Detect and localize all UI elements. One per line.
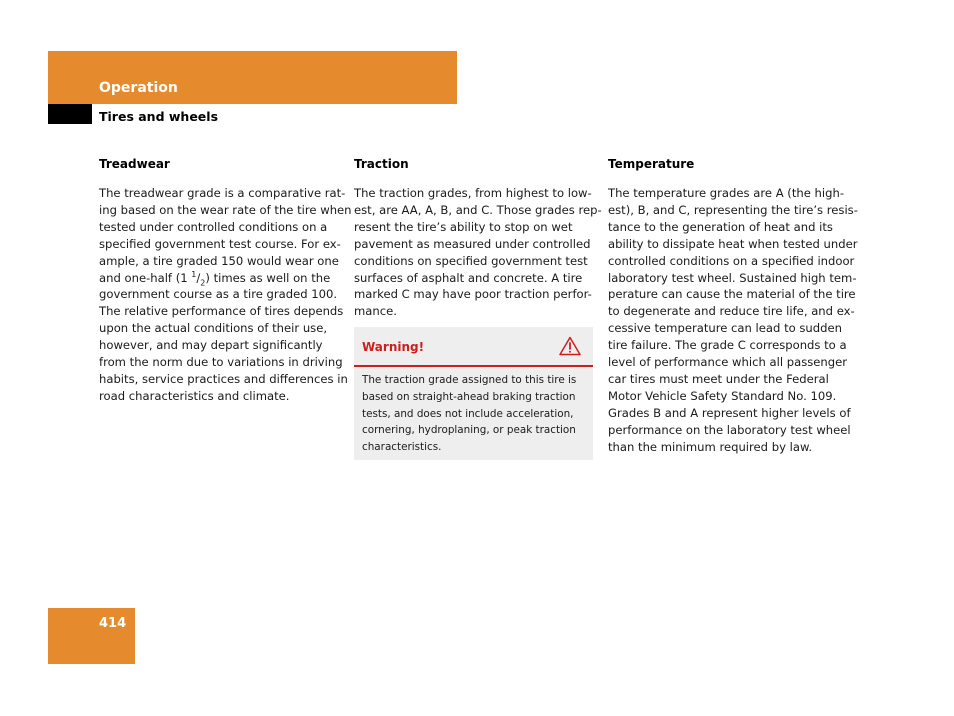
text-line: tested under controlled conditions on a — [99, 219, 328, 234]
warning-header — [354, 327, 593, 367]
section-marker — [48, 104, 92, 124]
header-bar — [48, 51, 457, 104]
text-line: specified government test course. For ex- — [99, 236, 341, 251]
section-title: Operation — [99, 80, 178, 96]
treadwear-column — [99, 156, 352, 405]
text-line: The relative performance of tires depends — [99, 304, 344, 319]
text-line: to degenerate and reduce tire life, and ex- — [608, 304, 855, 319]
text-line: The temperature grades are A (the high- — [608, 186, 845, 200]
text-line: car tires must meet under the Federal — [608, 371, 829, 386]
text-line: Motor Vehicle Safety Standard No. 109. — [608, 388, 837, 403]
text-line: government course as a tire graded 100. — [99, 287, 338, 302]
fraction-suffix: ) times as well on the — [205, 270, 331, 285]
text-line: The traction grade assigned to this tire is — [362, 374, 577, 386]
fraction-line: and one-half (1 $^1/_2$) times as well on the — [99, 269, 331, 287]
text-line: ample, a tire graded 150 would wear one — [99, 253, 339, 268]
text-line: from the norm due to variations in driving — [99, 355, 343, 370]
warning-label: Warning! — [362, 340, 425, 354]
fraction-numerator: 1 — [191, 269, 197, 279]
text-line: ing based on the wear rate of the tire when — [99, 202, 352, 217]
text-line: level of performance which all passenger — [608, 355, 848, 370]
temperature-heading: Temperature — [608, 157, 695, 171]
temperature-body — [608, 185, 858, 456]
treadwear-body — [99, 185, 352, 405]
warning-triangle-icon — [559, 336, 581, 356]
fraction-prefix: and one-half (1 — [99, 270, 192, 285]
text-line: tire failure. The grade C corresponds to a — [608, 338, 847, 353]
page-number: 414 — [99, 616, 127, 631]
text-line: pavement as measured under controlled — [354, 236, 591, 251]
text-line: cessive temperature can lead to sudden — [608, 321, 842, 336]
text-line: resent the tire’s ability to stop on wet — [354, 219, 573, 234]
fraction-denominator: 2 — [200, 277, 206, 287]
text-line: conditions on specified government test — [354, 253, 588, 268]
text-line: however, and may depart significantly — [99, 338, 323, 353]
treadwear-heading: Treadwear — [99, 157, 170, 171]
text-line: based on straight-ahead braking traction — [362, 390, 576, 403]
traction-column — [354, 156, 602, 320]
warning-box — [354, 327, 593, 460]
text-line: cornering, hydroplaning, or peak traction — [362, 424, 576, 437]
text-line: than the minimum required by law. — [608, 439, 813, 454]
text-line: mance. — [354, 304, 397, 319]
text-line: road characteristics and climate. — [99, 388, 290, 403]
text-line: The treadwear grade is a comparative rat- — [99, 186, 346, 200]
text-line: perature can cause the material of the tire — [608, 287, 856, 302]
text-line: laboratory test wheel. Sustained high tem- — [608, 270, 857, 285]
text-line: The traction grades, from highest to low- — [354, 186, 592, 200]
text-line: est, are AA, A, B, and C. Those grades rep- — [354, 202, 602, 217]
subsection-title: Tires and wheels — [99, 109, 219, 124]
text-line: performance on the laboratory test wheel — [608, 422, 851, 437]
text-line: tance to the generation of heat and its — [608, 219, 833, 234]
text-line: tests, and does not include acceleration, — [362, 407, 574, 420]
text-line: characteristics. — [362, 441, 442, 454]
text-line: habits, service practices and differences in — [99, 371, 348, 386]
traction-body — [354, 185, 602, 320]
text-line: controlled conditions on a specified indoor — [608, 253, 855, 268]
text-line: est), B, and C, representing the tire’s resis- — [608, 202, 858, 217]
text-line: surfaces of asphalt and concrete. A tire — [354, 270, 583, 285]
traction-heading: Traction — [354, 157, 409, 171]
temperature-column — [608, 156, 858, 456]
text-line: ability to dissipate heat when tested under — [608, 236, 858, 251]
text-line: Grades B and A represent higher levels of — [608, 405, 851, 420]
text-line: upon the actual conditions of their use, — [99, 321, 328, 336]
warning-text — [354, 367, 593, 456]
text-line: marked C may have poor traction perfor- — [354, 287, 592, 302]
